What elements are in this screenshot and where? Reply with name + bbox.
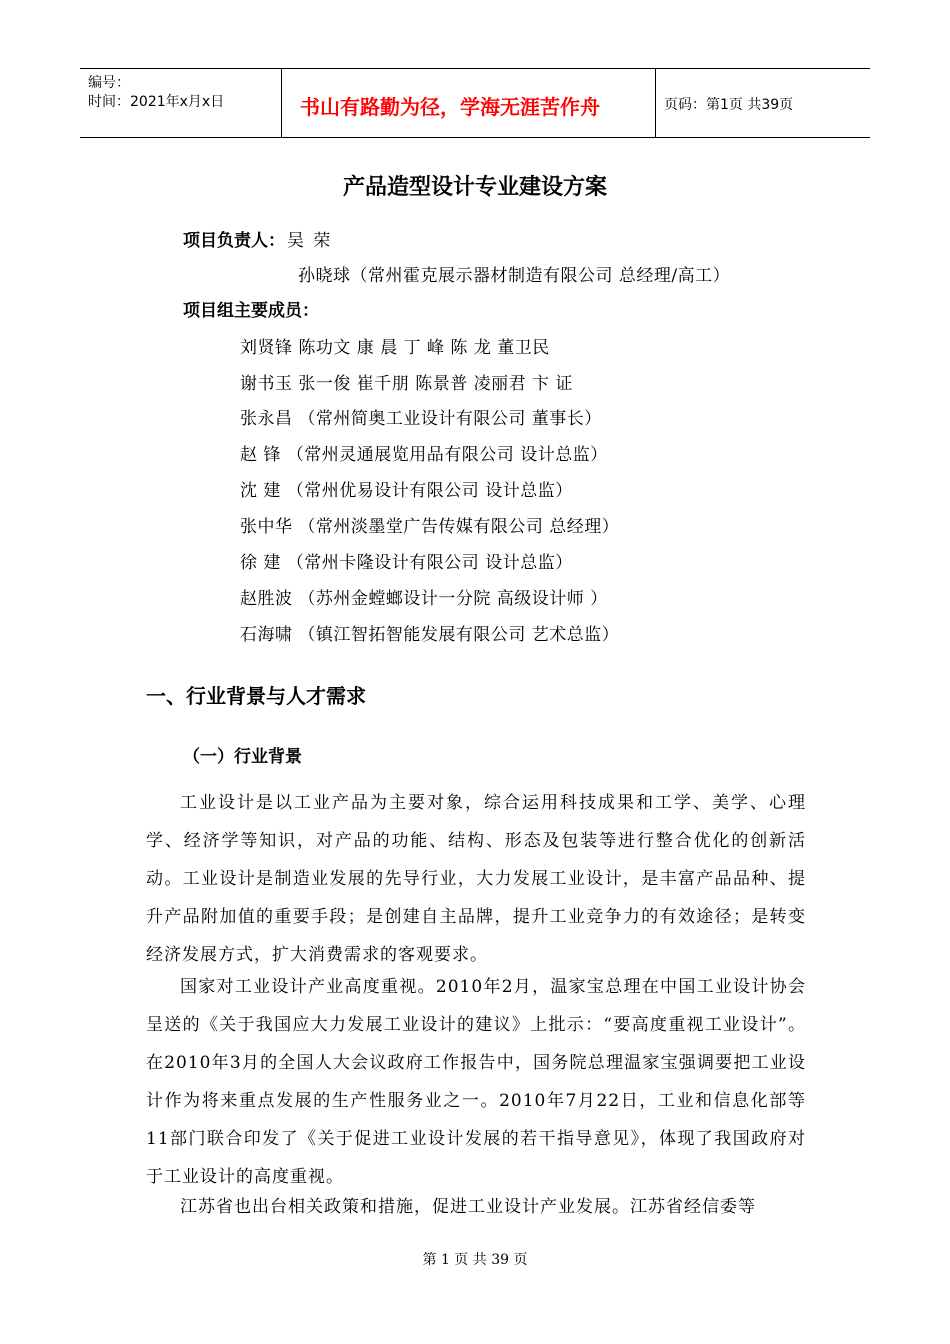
header-divider — [655, 69, 656, 137]
body-paragraph: 江苏省也出台相关政策和措施，促进工业设计产业发展。江苏省经信委等 — [180, 1197, 756, 1217]
leader-label: 项目负责人： — [183, 231, 285, 251]
leader-name: 吴 荣 — [287, 231, 333, 251]
document-number-label: 编号： — [88, 75, 130, 91]
footer-page-number: 第 1 页 共 39 页 — [422, 1252, 528, 1268]
co-leader: 孙晓球（常州霍克展示器材制造有限公司 总经理/高工） — [298, 266, 731, 286]
body-paragraph: 工业设计是以工业产品为主要对象，综合运用科技成果和工学、美学、心理学、经济学等知识，对产品的功能、结构、形态及包装等进行整合优化的创新活动。工业设计是制造业发展的先导行业，大力发展工业设计，是丰富产品品种、提升产品附加值的重要手段；是创建自主品牌，提升工业竞争力的有效途径；是转变经济发展方式，扩大消费需求的客观要求。 — [146, 793, 806, 965]
member-line: 徐 建 （常州卡隆设计有限公司 设计总监） — [240, 553, 573, 573]
members-label: 项目组主要成员： — [183, 301, 319, 321]
header-motto: 书山有路勤为径，学海无涯苦作舟 — [300, 95, 600, 119]
subsection-heading: （一）行业背景 — [183, 747, 302, 767]
member-line: 刘贤锋 陈功文 康 晨 丁 峰 陈 龙 董卫民 — [240, 338, 550, 358]
header-table — [80, 68, 870, 138]
header-page-indicator: 页码：第1页 共39页 — [664, 97, 794, 113]
document-time-label: 时间：2021年x月x日 — [88, 94, 225, 110]
member-line: 张中华 （常州淡墨堂广告传媒有限公司 总经理） — [240, 517, 620, 537]
section-heading: 一、行业背景与人才需求 — [146, 684, 366, 708]
body-paragraph: 国家对工业设计产业高度重视。2010年2月，温家宝总理在中国工业设计协会呈送的《关于我国应大力发展工业设计的建议》上批示：“要高度重视工业设计”。在2010年3月的全国人大会议政府工作报告中，国务院总理温家宝强调要把工业设计作为将来重点发展的生产性服务业之一。2010年7月22日，工业和信息化部等11部门联合印发了《关于促进工业设计发展的若干指导意见》，体现了我国政府对于工业设计的高度重视。 — [146, 977, 806, 1187]
document-title: 产品造型设计专业建设方案 — [342, 175, 607, 200]
member-line: 谢书玉 张一俊 崔千朋 陈景普 凌丽君 卞 证 — [240, 374, 573, 394]
header-divider — [281, 69, 282, 137]
member-line: 张永昌 （常州简奥工业设计有限公司 董事长） — [240, 409, 602, 429]
member-line: 沈 建 （常州优易设计有限公司 设计总监） — [240, 481, 573, 501]
member-line: 赵胜波 （苏州金螳螂设计一分院 高级设计师 ） — [240, 589, 608, 609]
member-line: 石海啸 （镇江智拓智能发展有限公司 艺术总监） — [240, 625, 620, 645]
member-line: 赵 锋 （常州灵通展览用品有限公司 设计总监） — [240, 445, 608, 465]
